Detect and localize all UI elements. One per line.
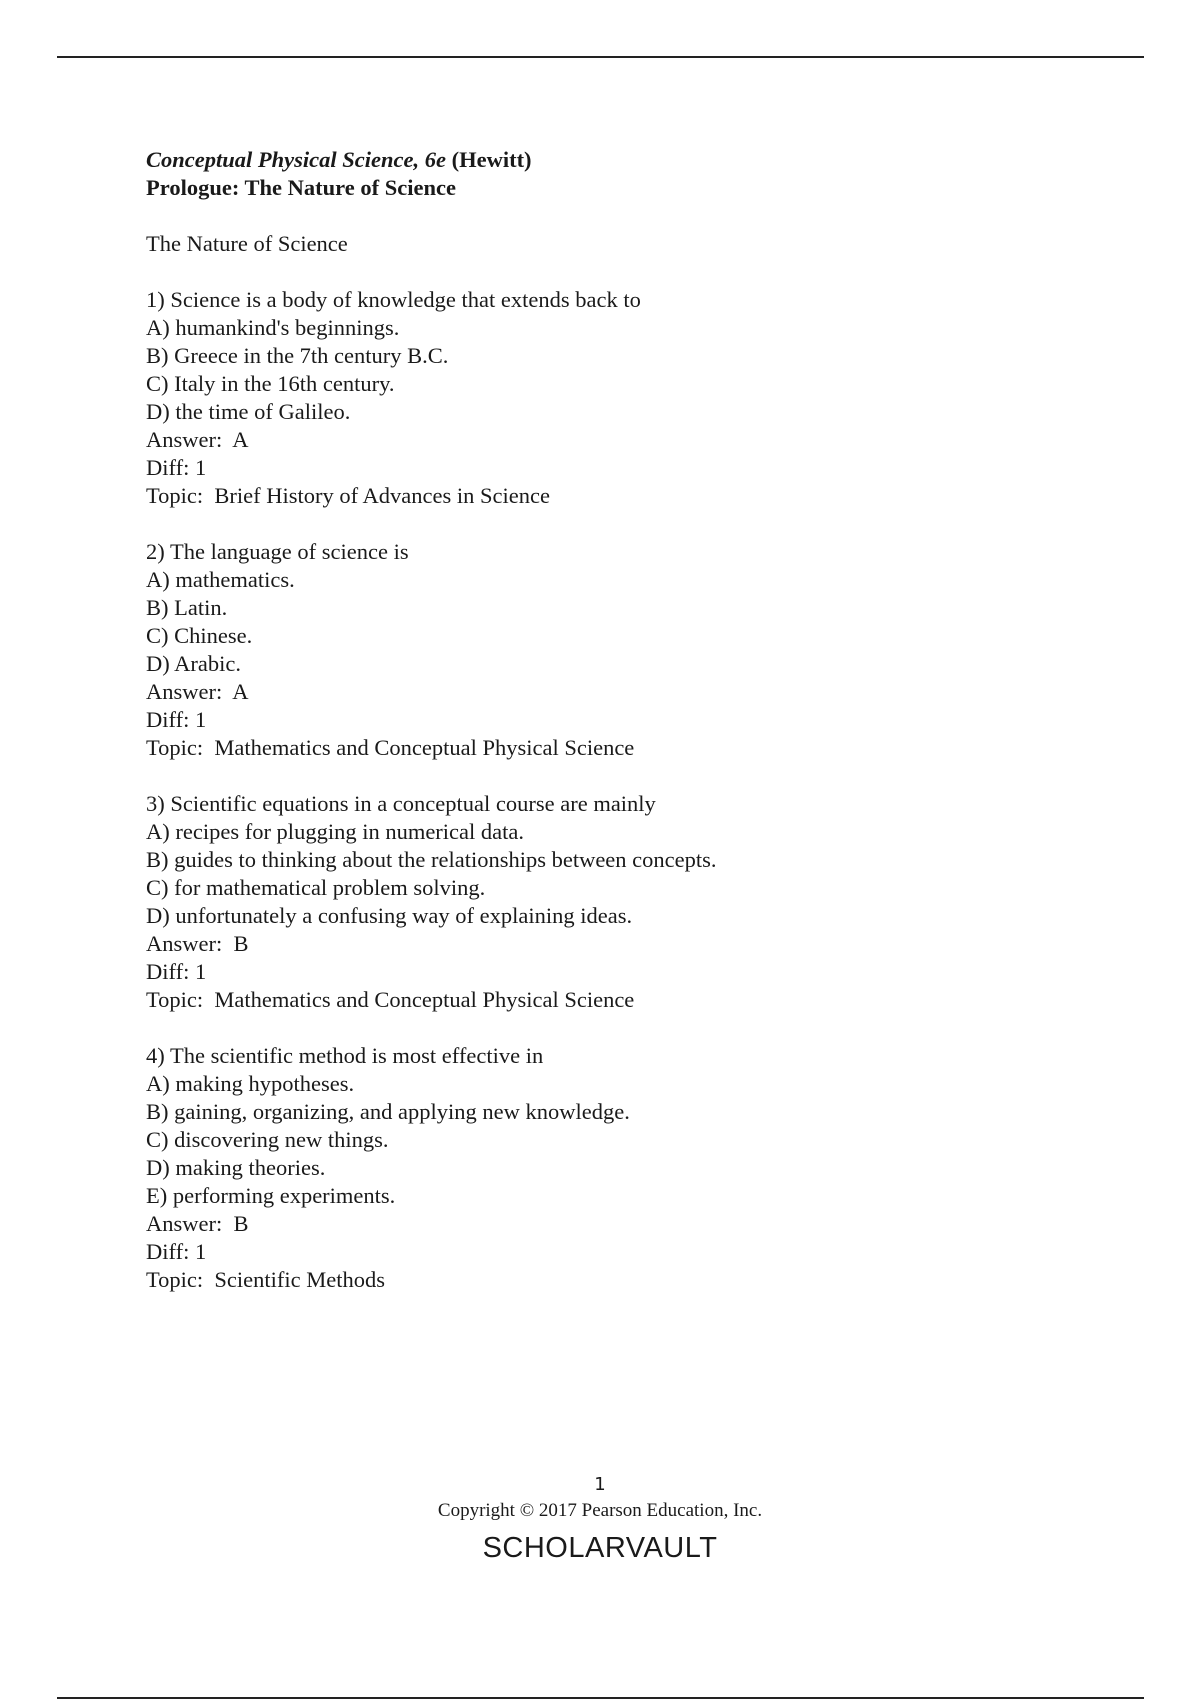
answer-key: Answer: A (146, 679, 249, 704)
question-stem: 1) Science is a body of knowledge that extends back to (146, 287, 641, 312)
difficulty: Diff: 1 (146, 707, 207, 732)
question-stem: 4) The scientific method is most effective in (146, 1043, 544, 1068)
answer-choice: D) making theories. (146, 1155, 326, 1180)
answer-choice: A) recipes for plugging in numerical data. (146, 819, 524, 844)
answer-choice: C) Italy in the 16th century. (146, 371, 395, 396)
topic: Topic: Mathematics and Conceptual Physical Science (146, 987, 635, 1012)
answer-choice: A) mathematics. (146, 567, 295, 592)
chapter-title: Prologue: The Nature of Science (146, 175, 456, 200)
difficulty: Diff: 1 (146, 455, 207, 480)
answer-key: Answer: A (146, 427, 249, 452)
book-author: (Hewitt) (451, 147, 532, 172)
topic: Topic: Mathematics and Conceptual Physical Science (146, 735, 635, 760)
difficulty: Diff: 1 (146, 959, 207, 984)
question-block (146, 1042, 1106, 1294)
question-block (146, 790, 1106, 1014)
answer-choice: E) performing experiments. (146, 1183, 396, 1208)
document-title (146, 146, 1106, 174)
answer-choice: B) Greece in the 7th century B.C. (146, 343, 449, 368)
answer-choice: D) the time of Galileo. (146, 399, 351, 424)
bottom-rule (57, 1697, 1144, 1699)
answer-key: Answer: B (146, 931, 249, 956)
question-stem: 2) The language of science is (146, 539, 409, 564)
section-heading: The Nature of Science (146, 231, 348, 256)
document-body (146, 146, 1106, 1294)
answer-choice: C) Chinese. (146, 623, 253, 648)
answer-choice: A) making hypotheses. (146, 1071, 355, 1096)
answer-choice: C) for mathematical problem solving. (146, 875, 486, 900)
answer-choice: C) discovering new things. (146, 1127, 389, 1152)
book-title: Conceptual Physical Science, 6e (146, 147, 446, 172)
difficulty: Diff: 1 (146, 1239, 207, 1264)
question-stem: 3) Scientific equations in a conceptual course are mainly (146, 791, 656, 816)
question-block (146, 538, 1106, 762)
copyright-notice: Copyright © 2017 Pearson Education, Inc. (437, 1500, 763, 1521)
question-block (146, 286, 1106, 510)
topic: Topic: Scientific Methods (146, 1267, 386, 1292)
top-rule (57, 56, 1144, 58)
answer-choice: B) guides to thinking about the relationships between concepts. (146, 847, 717, 872)
watermark-text: SCHOLARVAULT (482, 1532, 718, 1564)
page-number: 1 (594, 1474, 606, 1495)
answer-choice: D) Arabic. (146, 651, 241, 676)
answer-choice: D) unfortunately a confusing way of explaining ideas. (146, 903, 633, 928)
answer-choice: B) gaining, organizing, and applying new knowledge. (146, 1099, 630, 1124)
answer-choice: B) Latin. (146, 595, 228, 620)
answer-key: Answer: B (146, 1211, 249, 1236)
topic: Topic: Brief History of Advances in Science (146, 483, 550, 508)
answer-choice: A) humankind's beginnings. (146, 315, 400, 340)
